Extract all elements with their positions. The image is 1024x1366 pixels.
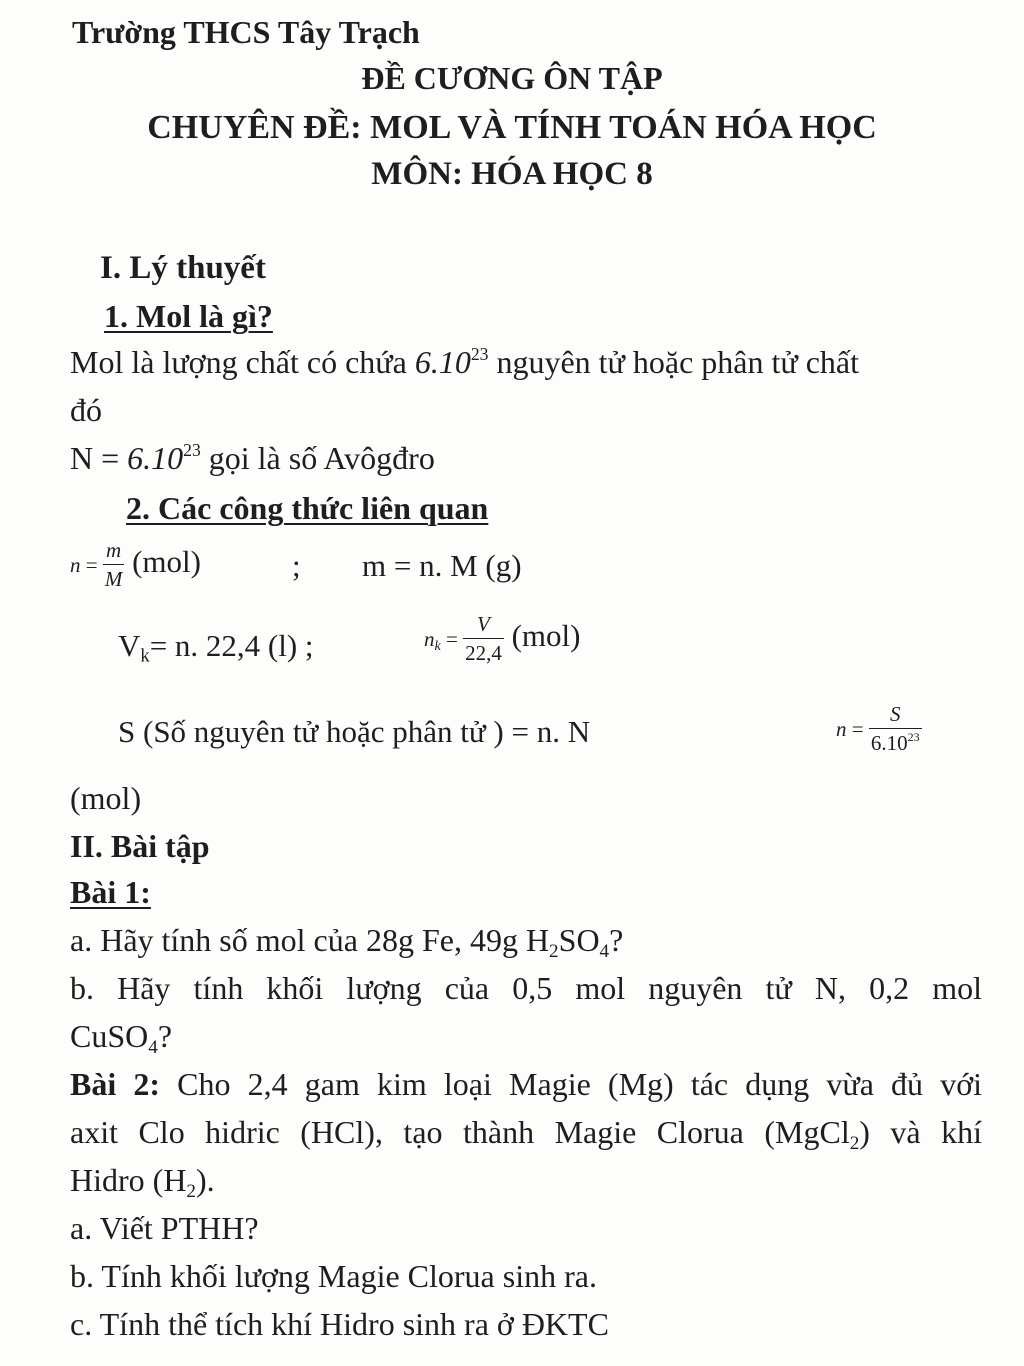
formula-n-from-s: n = $\frac{S}{6.10^{23}}$ — [836, 702, 920, 756]
exercise-1b: b. Hãy tính khối lượng của 0,5 mol nguyên tử N, 0,2 mol — [70, 970, 982, 1006]
theory-heading: I. Lý thuyết — [100, 250, 266, 286]
exercise-1b-cont: CuSO$_4$? — [70, 1018, 173, 1058]
exercises-heading: II. Bài tập — [70, 828, 210, 864]
q1-heading: 1. Mol là gì? — [104, 298, 273, 334]
exercise-1-heading: Bài 1: — [70, 874, 151, 910]
topic-title: CHUYÊN ĐỀ: MOL VÀ TÍNH TOÁN HÓA HỌC — [147, 109, 877, 146]
formula-volume: $V_k= n$. 22,4 (l) ; — [118, 628, 314, 667]
exercise-2c: c. Tính thể tích khí Hidro sinh ra ở ĐKTC — [70, 1306, 609, 1342]
exercise-2b: b. Tính khối lượng Magie Clorua sinh ra. — [70, 1258, 597, 1294]
document-title: ĐỀ CƯƠNG ÔN TẬP — [361, 60, 663, 96]
exercise-2a: a. Viết PTHH? — [70, 1210, 259, 1246]
school-name: Trường THCS Tây Trạch — [72, 14, 420, 50]
mol-definition-cont: đó — [70, 392, 102, 428]
formula-nk: $n_k$ = $\frac{V}{22,4}$ (mol) — [424, 612, 581, 666]
formula-separator: ; — [292, 548, 301, 583]
formula-unit-mol: (mol) — [70, 780, 142, 816]
formula-n-m-over-M: n = $\frac{m}{M}$ (mol) — [70, 538, 201, 592]
exercise-2-intro: Bài 2: Cho 2,4 gam kim loại Magie (Mg) tác dụng vừa đủ với — [70, 1066, 983, 1102]
q2-heading: 2. Các công thức liên quan — [126, 490, 489, 526]
exercise-2-line3: Hidro $(H_2)$. — [70, 1162, 215, 1202]
exercise-2-line2: axit Clo hidric (HCl), tạo thành Magie Clorua (MgCl$_2$) và khí — [70, 1114, 982, 1154]
subject-title: MÔN: HÓA HỌC 8 — [371, 156, 653, 192]
mol-definition: Mol là lượng chất có chứa 6.10$^{23}$ nguyên tử hoặc phân tử chất — [70, 343, 860, 380]
avogadro-line: $N = 6.10^{23}$ gọi là số Avôgđro — [70, 439, 435, 476]
exercise-1a: a. Hãy tính số mol của 28g Fe, 49g $H_2SO_4$? — [70, 922, 624, 962]
formula-particles: S (Số nguyên tử hoặc phân tử ) = n. N — [118, 714, 591, 749]
formula-m-equals: m = n. M (g) — [362, 548, 522, 583]
